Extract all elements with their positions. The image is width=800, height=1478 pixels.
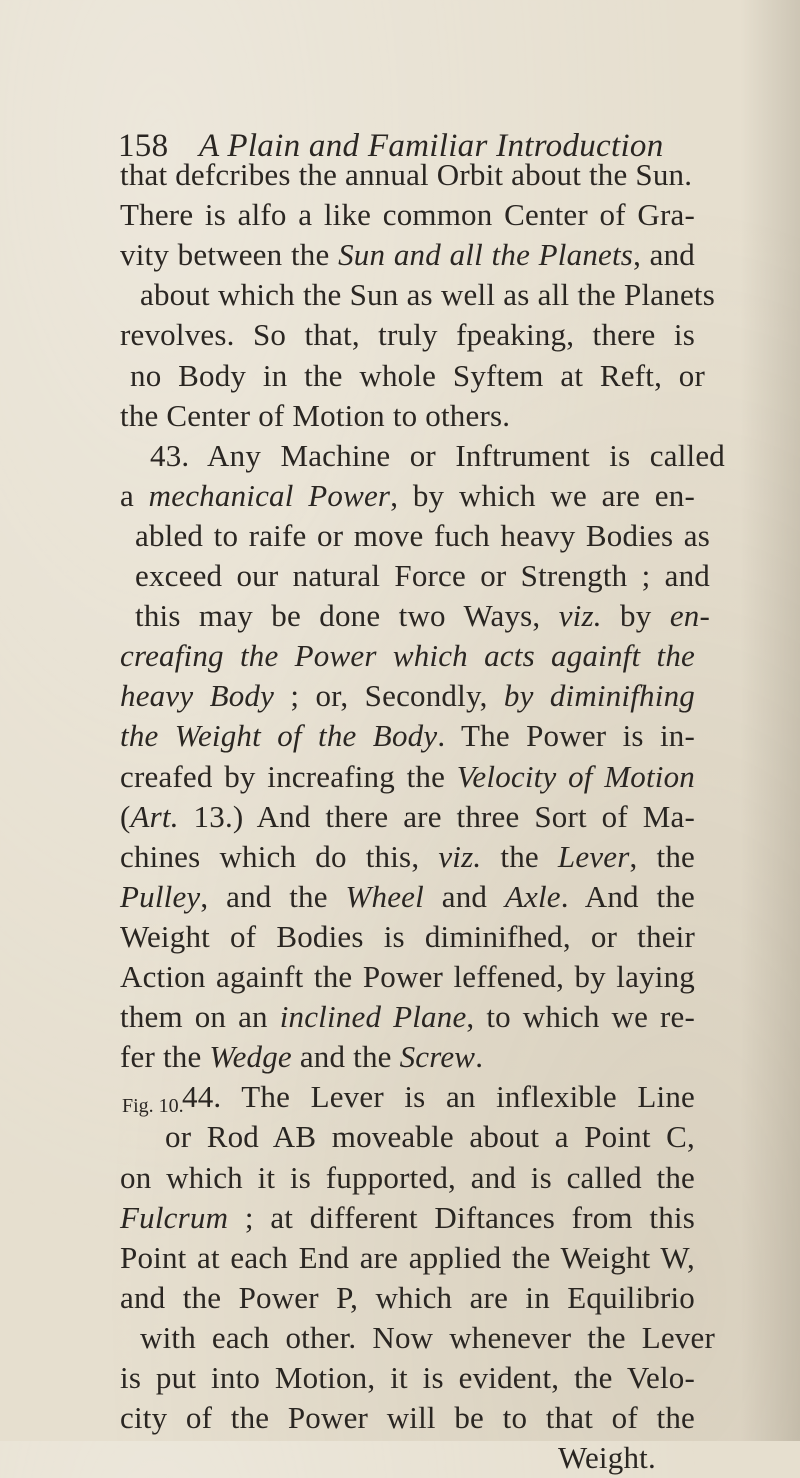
text-line xyxy=(120,757,695,797)
text-line xyxy=(120,235,695,275)
italic-text: viz. xyxy=(438,838,482,874)
text-run: no Body in the whole Syftem at Reft, or xyxy=(130,357,705,393)
text-line xyxy=(135,596,710,636)
text-line xyxy=(150,436,725,476)
text-run: Weight of Bodies is diminifhed, or their xyxy=(120,918,695,954)
text-run: abled to raife or move fuch heavy Bodies as xyxy=(135,517,710,553)
text-run: 43. Any Machine or Inftrument is called xyxy=(150,437,725,473)
text-line xyxy=(135,516,710,556)
text-line xyxy=(120,396,511,436)
text-line xyxy=(140,1318,715,1358)
text-run: about which the Sun as well as all the Planets xyxy=(140,277,715,313)
text-run: them on an xyxy=(120,999,280,1035)
text-run: creafed by increafing the xyxy=(120,758,457,794)
italic-text: viz. xyxy=(558,598,602,634)
text-line xyxy=(120,716,695,756)
text-run: 44. The Lever is an inflexible Line xyxy=(182,1079,695,1115)
text-run: is put into Motion, it is evident, the Velo- xyxy=(120,1360,695,1395)
text-line xyxy=(182,1077,695,1117)
page-edge-shadow xyxy=(740,0,800,1441)
text-line xyxy=(120,1198,695,1238)
text-run: exceed our natural Force or Strength ; and xyxy=(135,558,710,593)
text-line xyxy=(120,1037,484,1077)
text-line xyxy=(120,1158,695,1198)
text-run: , the xyxy=(629,838,695,874)
text-line xyxy=(165,1117,695,1157)
text-run: a xyxy=(120,477,149,513)
text-line xyxy=(120,997,695,1037)
text-line xyxy=(120,476,695,516)
italic-text: creafing the Power which acts againft the xyxy=(120,638,695,674)
text-line xyxy=(120,636,695,676)
text-run: , to which we re- xyxy=(466,999,695,1035)
italic-text: the Weight of the Body xyxy=(120,718,438,754)
italic-text: Wheel xyxy=(345,878,424,914)
text-run: fer the xyxy=(120,1039,210,1075)
text-run: ; or, Secondly, xyxy=(274,678,504,714)
text-line xyxy=(120,1398,695,1438)
text-run: revolves. So that, truly fpeaking, there is xyxy=(120,317,695,353)
text-run: Weight. xyxy=(558,1440,656,1476)
text-run: on which it is fupported, and is called the xyxy=(120,1159,695,1195)
italic-text: Lever xyxy=(557,838,630,874)
text-line xyxy=(120,877,695,917)
text-line xyxy=(120,917,695,957)
text-run: the xyxy=(481,838,558,874)
text-run: , and xyxy=(633,237,696,273)
text-run: Point at each End are applied the Weight W, xyxy=(120,1239,695,1275)
text-line xyxy=(120,676,695,716)
text-line xyxy=(120,195,695,235)
text-line xyxy=(120,315,695,355)
text-run: There is alfo a like common Center of Gra- xyxy=(120,197,695,233)
text-line xyxy=(120,837,695,877)
italic-text: Sun and all the Planets xyxy=(338,237,634,273)
italic-text: inclined Plane xyxy=(279,999,467,1035)
italic-text: mechanical Power xyxy=(148,477,391,513)
figure-reference: Fig. 10. xyxy=(122,1095,184,1117)
text-run: by xyxy=(601,598,670,634)
text-run: and xyxy=(423,878,505,914)
text-run: 13.) And there are three Sort of Ma- xyxy=(178,798,695,834)
text-line xyxy=(120,957,695,997)
text-line xyxy=(120,155,693,195)
text-run: . xyxy=(475,1039,484,1075)
text-line xyxy=(120,1278,695,1318)
italic-text: Fulcrum xyxy=(120,1199,229,1235)
text-run: and the Power P, which are in Equilibrio xyxy=(120,1279,695,1315)
text-run: . The Power is in- xyxy=(437,718,696,754)
running-title: A Plain and Familiar Introduction xyxy=(198,128,664,164)
text-run: ( xyxy=(120,798,131,834)
italic-text: Screw xyxy=(399,1039,476,1075)
page-number: 158 xyxy=(118,128,169,164)
italic-text: Art. xyxy=(130,798,179,834)
text-line xyxy=(135,556,710,596)
text-line xyxy=(558,1438,688,1478)
text-line xyxy=(140,275,715,315)
text-run: city of the Power will be to that of the xyxy=(120,1400,695,1436)
italic-text: heavy Body xyxy=(120,678,275,714)
text-line xyxy=(120,1358,695,1398)
text-run: , and the xyxy=(200,878,346,914)
text-run: vity between the xyxy=(120,237,339,273)
text-run: , by which we are en- xyxy=(390,477,695,513)
text-line xyxy=(130,356,705,396)
text-run: that defcribes the annual Orbit about the Sun. xyxy=(120,157,693,192)
text-run: this may be done two Ways, xyxy=(135,598,559,634)
italic-text: en- xyxy=(669,598,710,634)
text-run: chines which do this, xyxy=(120,838,439,874)
text-run: with each other. Now whenever the Lever xyxy=(140,1319,715,1355)
italic-text: by diminifhing xyxy=(503,678,695,714)
text-run: Action againft the Power leffened, by laying xyxy=(120,959,695,994)
text-line xyxy=(120,1238,695,1278)
text-run: or Rod AB moveable about a Point C, xyxy=(165,1119,695,1155)
text-run: ; at different Diftances from this xyxy=(228,1199,695,1235)
italic-text: Wedge xyxy=(209,1039,292,1075)
italic-text: Axle xyxy=(504,878,561,914)
text-run: . And the xyxy=(560,878,695,914)
text-line xyxy=(120,797,695,837)
italic-text: Velocity of Motion xyxy=(456,758,695,794)
text-run: the Center of Motion to others. xyxy=(120,397,511,433)
italic-text: Pulley xyxy=(120,878,201,914)
text-run: and the xyxy=(291,1039,400,1075)
